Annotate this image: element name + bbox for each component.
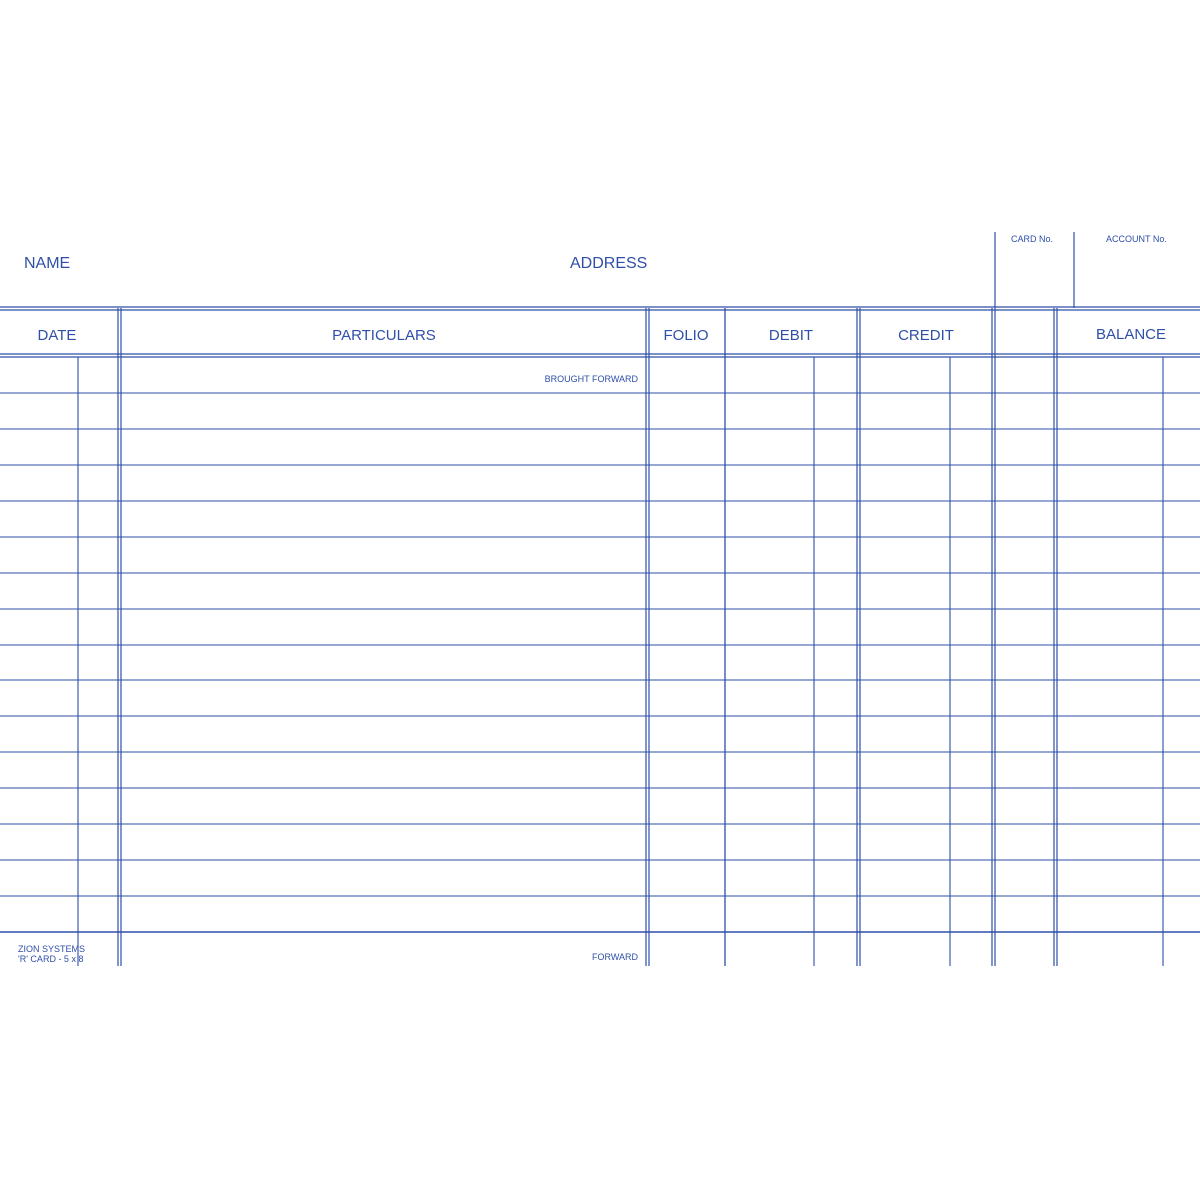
column-particulars: PARTICULARS: [332, 327, 436, 344]
column-debit: DEBIT: [768, 327, 814, 344]
ledger-card: [0, 232, 1200, 968]
column-folio: FOLIO: [663, 327, 709, 344]
name-label: NAME: [24, 255, 71, 272]
forward-label: FORWARD: [592, 952, 638, 962]
ledger-grid: [0, 232, 1200, 968]
address-label: ADDRESS: [570, 255, 648, 272]
account-no-label: ACCOUNT No.: [1106, 234, 1167, 244]
footer-card-type: 'R' CARD - 5 x 8: [18, 954, 84, 964]
footer-company: ZION SYSTEMS: [18, 944, 86, 954]
column-credit: CREDIT: [898, 327, 954, 344]
card-no-label: CARD No.: [1011, 234, 1054, 244]
column-date: DATE: [37, 327, 77, 344]
brought-forward-label: BROUGHT FORWARD: [544, 374, 638, 384]
column-balance: BALANCE: [1095, 326, 1167, 343]
